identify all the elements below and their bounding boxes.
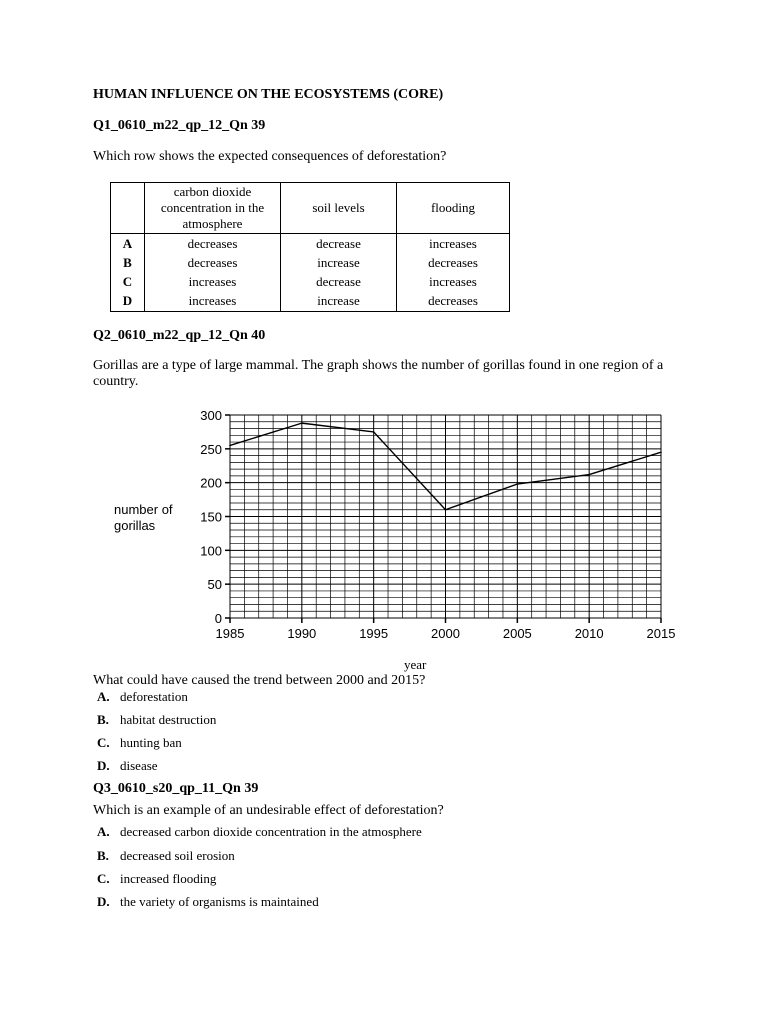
q2-text: Gorillas are a type of large mammal. The graph shows the number of gorillas found in one region of a country. — [93, 358, 664, 389]
q2-option-a[interactable] — [97, 689, 188, 705]
cell-flooding: increases — [397, 234, 510, 254]
option-text: hunting ban — [120, 735, 182, 750]
q3-option-a[interactable] — [97, 824, 422, 840]
gorilla-count-line-segment — [446, 484, 518, 510]
q2-option-d[interactable] — [97, 758, 158, 774]
gorilla-count-line-segment — [374, 432, 446, 510]
y-tick-label: 250 — [200, 441, 222, 457]
row-label: A — [111, 234, 145, 254]
cell-co2: decreases — [145, 253, 281, 272]
gorilla-count-point — [517, 483, 519, 485]
table-row — [111, 292, 510, 312]
q2-option-c[interactable] — [97, 735, 182, 751]
q2-question: What could have caused the trend between 2000 and 2015? — [93, 673, 426, 688]
row-label: D — [111, 292, 145, 312]
gorilla-count-line-segment — [302, 423, 374, 432]
cell-soil: increase — [281, 292, 397, 312]
q3-option-c[interactable] — [97, 871, 216, 887]
table-row — [111, 253, 510, 272]
table-header-empty — [111, 183, 145, 234]
y-tick-label: 200 — [200, 475, 222, 491]
x-tick-label: 1985 — [215, 626, 245, 641]
x-tick-label: 1995 — [359, 626, 389, 641]
option-key: A. — [97, 824, 110, 839]
x-tick-label: 2010 — [574, 626, 604, 641]
table-row — [111, 272, 510, 291]
y-tick-label: 300 — [200, 408, 222, 423]
q3-option-b[interactable] — [97, 848, 235, 864]
y-tick-label: 50 — [207, 577, 222, 593]
option-key: C. — [97, 871, 110, 886]
option-key: D. — [97, 894, 110, 909]
q3-id: Q3_0610_s20_qp_11_Qn 39 — [93, 781, 259, 796]
q1-answer-table — [110, 182, 510, 312]
cell-flooding: decreases — [397, 292, 510, 312]
gorilla-count-point — [660, 451, 662, 453]
option-key: C. — [97, 735, 110, 750]
cell-soil: decrease — [281, 272, 397, 291]
y-tick-label: 0 — [214, 611, 222, 626]
table-header-soil: soil levels — [281, 183, 397, 234]
option-text: habitat destruction — [120, 712, 217, 727]
q3-option-d[interactable] — [97, 894, 319, 910]
row-label: B — [111, 253, 145, 272]
q1-id: Q1_0610_m22_qp_12_Qn 39 — [93, 118, 266, 133]
q3-text: Which is an example of an undesirable effect of deforestation? — [93, 803, 444, 818]
x-tick-label: 2015 — [646, 626, 676, 641]
cell-co2: decreases — [145, 234, 281, 254]
cell-co2: increases — [145, 272, 281, 291]
gorilla-count-point — [445, 509, 447, 511]
x-tick-label: 2000 — [431, 626, 460, 641]
y-axis-label-text: number of gorillas — [114, 502, 173, 533]
option-key: D. — [97, 758, 110, 773]
gorilla-count-point — [373, 431, 375, 433]
option-key: B. — [97, 848, 109, 863]
option-text: decreased soil erosion — [120, 848, 235, 863]
gorilla-count-point — [588, 474, 590, 476]
cell-soil: increase — [281, 253, 397, 272]
q1-text: Which row shows the expected consequences of deforestation? — [93, 149, 447, 164]
gorilla-population-chart — [110, 404, 680, 644]
y-tick-label: 100 — [200, 543, 222, 559]
option-key: B. — [97, 712, 109, 727]
gorilla-count-point — [229, 445, 231, 447]
gorilla-count-point — [301, 422, 303, 424]
table-row — [111, 234, 510, 254]
option-text: decreased carbon dioxide concentration in the atmosphere — [120, 824, 422, 839]
table-header-co2: carbon dioxide concentration in the atmosphere — [145, 183, 281, 234]
cell-flooding: decreases — [397, 253, 510, 272]
option-text: increased flooding — [120, 871, 217, 886]
table-header-flooding: flooding — [397, 183, 510, 234]
y-tick-label: 150 — [200, 509, 222, 525]
cell-flooding: increases — [397, 272, 510, 291]
row-label: C — [111, 272, 145, 291]
option-text: the variety of organisms is maintained — [120, 894, 319, 909]
option-text: disease — [120, 758, 158, 773]
option-key: A. — [97, 689, 110, 704]
cell-co2: increases — [145, 292, 281, 312]
chart-x-axis-label: year — [404, 657, 427, 672]
page-title: HUMAN INFLUENCE ON THE ECOSYSTEMS (CORE) — [93, 87, 444, 102]
x-tick-label: 1990 — [287, 626, 317, 641]
x-tick-label: 2005 — [502, 626, 532, 641]
option-text: deforestation — [120, 689, 188, 704]
cell-soil: decrease — [281, 234, 397, 254]
q2-id: Q2_0610_m22_qp_12_Qn 40 — [93, 328, 266, 343]
q2-option-b[interactable] — [97, 712, 216, 728]
